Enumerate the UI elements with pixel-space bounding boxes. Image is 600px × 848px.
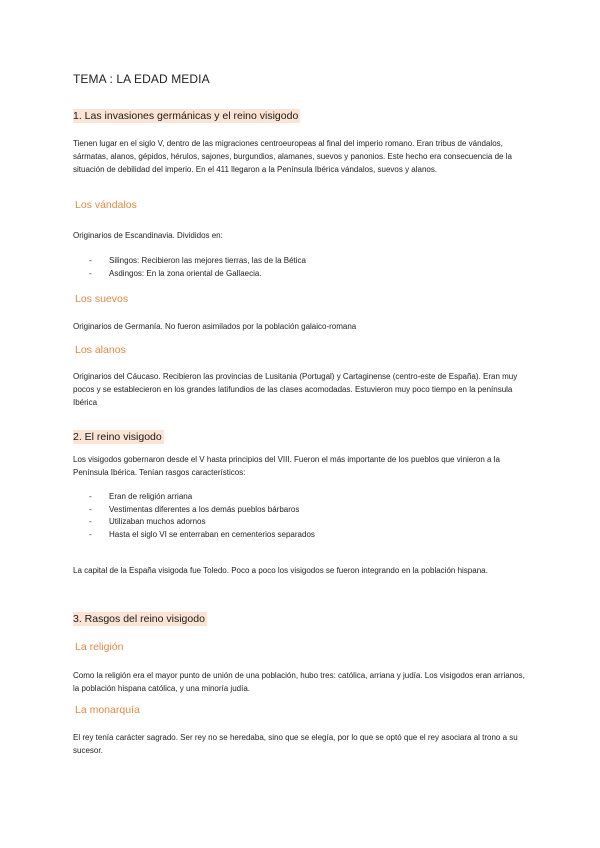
list-item: - Silingos: Recibieron las mejores tierras, las de la Bética xyxy=(73,255,306,268)
page-title: TEMA : LA EDAD MEDIA xyxy=(73,72,210,86)
monarquia-heading: La monarquía xyxy=(75,704,140,716)
religion-text: Como la religión era el mayor punto de unión de una población, hubo tres: católica, arriana y judía. Los visigodos eran arrianos, la población hispana católica, y una minoría judía. xyxy=(73,671,525,693)
visigodos-traits-list xyxy=(73,491,315,541)
section-2-closing: La capital de la España visigoda fue Toledo. Poco a poco los visigodos se fueron integrando en la población hispana. xyxy=(73,566,488,575)
vandalos-heading: Los vándalos xyxy=(75,199,137,211)
section-2-intro: Los visigodos gobernaron desde el V hasta principios del VIII. Fueron el más importante de los pueblos que vinieron a la Península Ibérica. Tenían rasgos característicos: xyxy=(73,455,500,477)
section-3-heading: 3. Rasgos del reino visigodo xyxy=(73,613,205,625)
bullet-dash: - xyxy=(89,517,92,527)
list-item: - Asdingos: En la zona oriental de Gallaecia. xyxy=(73,268,306,281)
monarquia-text: El rey tenía carácter sagrado. Ser rey no se heredaba, sino que se elegía, por lo que se optó que el rey asociara al trono a su sucesor. xyxy=(73,733,518,755)
suevos-text: Originarios de Germanía. No fueron asimilados por la población galaico-romana xyxy=(73,322,357,331)
bullet-dash: - xyxy=(89,492,92,501)
list-item: - Vestimentas diferentes a los demás pueblos bárbaros xyxy=(73,504,315,517)
alanos-heading: Los alanos xyxy=(75,344,126,356)
vandalos-list xyxy=(73,255,306,280)
list-item: - Eran de religión arriana xyxy=(73,491,315,504)
bullet-dash: - xyxy=(89,256,92,265)
vandalos-text: Originarios de Escandinavia. Divididos en: xyxy=(73,231,223,240)
bullet-dash: - xyxy=(89,529,92,539)
section-2-heading: 2. El reino visigodo xyxy=(73,431,162,443)
religion-heading: La religión xyxy=(75,641,124,653)
bullet-dash: - xyxy=(89,268,92,278)
list-item: - Utilizaban muchos adornos xyxy=(73,516,315,529)
alanos-text: Originarios del Cáucaso. Recibieron las provincias de Lusitania (Portugal) y Cartaginense (centro-este de España). Eran muy pocos y se establecieron en los grandes latifundios de las clases acomodadas. Estuvieron muy poco tiempo en la península Ibérica xyxy=(73,372,518,407)
list-item: - Hasta el siglo VI se enterraban en cementerios separados xyxy=(73,529,315,542)
section-1-heading: 1. Las invasiones germánicas y el reino visigodo xyxy=(73,110,299,122)
bullet-dash: - xyxy=(89,504,92,514)
suevos-heading: Los suevos xyxy=(75,293,129,305)
section-1-intro: Tienen lugar en el siglo V, dentro de las migraciones centroeuropeas al final del imperio romano. Eran tribus de vándalos, sármatas, alanos, gépidos, hérulos, sajones, burgundios, alamanes, suevos y panonios. Este hecho era consecuencia de la situación de debilidad del imperio. En el 411 llegaron a la Península Ibérica vándalos, suevos y alanos. xyxy=(73,139,512,174)
